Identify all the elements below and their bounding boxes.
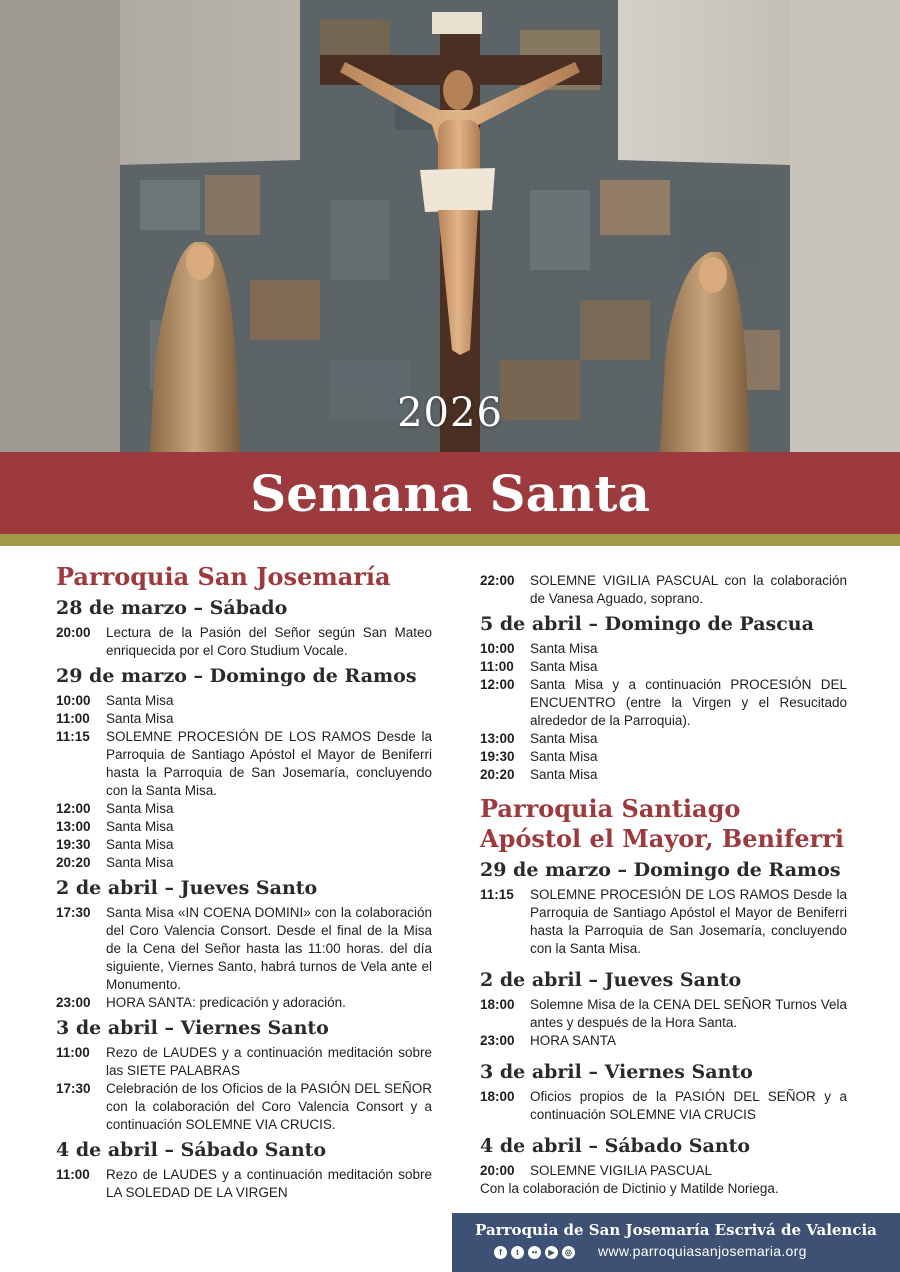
schedule-entry	[56, 994, 432, 1012]
entry-time: 20:20	[56, 855, 91, 870]
schedule-entry	[480, 676, 847, 730]
closing-note: Con la colaboración de Dictinio y Matilde Noriega.	[480, 1181, 779, 1196]
schedule-entry	[56, 728, 432, 800]
schedule-entry	[56, 1166, 432, 1202]
entry-text: SOLEMNE PROCESIÓN DE LOS RAMOS Desde la Parroquia de Santiago Apóstol el Mayor de Beniferri hasta la Parroquia de San Josemaría, concluyendo con la Santa Misa.	[530, 887, 847, 956]
entry-time: 11:00	[56, 1167, 90, 1182]
hero-image	[0, 0, 900, 452]
day-title: 4 de abril – Sábado Santo	[480, 1135, 751, 1157]
entry-text: HORA SANTA	[530, 1033, 617, 1048]
year-label: 2026	[397, 390, 503, 436]
entry-text: Santa Misa	[530, 731, 598, 746]
title-banner	[0, 452, 900, 534]
schedule-entry	[56, 624, 432, 660]
entry-text: Santa Misa	[106, 819, 174, 834]
schedule-entry	[480, 886, 847, 958]
social-icons	[494, 1246, 575, 1259]
schedule-entry	[56, 710, 432, 728]
schedule-entry	[56, 1080, 432, 1134]
footer	[452, 1213, 900, 1272]
entry-text: Rezo de LAUDES y a continuación meditación sobre las SIETE PALABRAS	[106, 1045, 432, 1078]
footer-parish-name: Parroquia de San Josemaría Escrivá de Valencia	[475, 1221, 877, 1239]
entry-text: Santa Misa	[530, 641, 598, 656]
left-column	[56, 562, 432, 1202]
entry-text: Oficios propios de la PASIÓN DEL SEÑOR y a continuación SOLEMNE VIA CRUCIS	[530, 1089, 847, 1122]
schedule-entry	[480, 640, 847, 658]
schedule-entry	[56, 1044, 432, 1080]
schedule-entry	[480, 572, 847, 608]
entry-text: Santa Misa	[106, 855, 174, 870]
entry-time: 22:00	[480, 573, 515, 588]
entry-text: Santa Misa	[106, 693, 174, 708]
entry-time: 17:30	[56, 1081, 91, 1096]
entry-text: Solemne Misa de la CENA DEL SEÑOR Turnos Vela antes y después de la Hora Santa.	[530, 997, 847, 1030]
page-title: Semana Santa	[250, 463, 650, 523]
entry-time: 12:00	[480, 677, 515, 692]
entry-time: 19:30	[56, 837, 91, 852]
entry-time: 11:00	[56, 1045, 90, 1060]
entry-time: 12:00	[56, 801, 91, 816]
schedule-entry	[56, 854, 432, 872]
day-title: 5 de abril – Domingo de Pascua	[480, 613, 814, 635]
entry-text: Rezo de LAUDES y a continuación meditación sobre LA SOLEDAD DE LA VIRGEN	[106, 1167, 432, 1200]
right-column	[480, 572, 847, 1198]
entry-text: Celebración de los Oficios de la PASIÓN DEL SEÑOR con la colaboración del Coro Valencia Consort y a continuación SOLEMNE VIA CRUCIS.	[106, 1081, 432, 1132]
divider-bar	[0, 534, 900, 546]
day-title: 29 de marzo – Domingo de Ramos	[56, 665, 417, 687]
schedule-entry	[480, 748, 847, 766]
entry-text: Lectura de la Pasión del Señor según San Mateo enriquecida por el Coro Studium Vocale.	[106, 625, 432, 658]
entry-text: Santa Misa	[106, 837, 174, 852]
entry-time: 23:00	[480, 1033, 515, 1048]
day-title: 28 de marzo – Sábado	[56, 597, 288, 619]
day-title: 29 de marzo – Domingo de Ramos	[480, 859, 841, 881]
entry-text: SOLEMNE PROCESIÓN DE LOS RAMOS Desde la Parroquia de Santiago Apóstol el Mayor de Beniferri hasta la Parroquia de San Josemaría, concluyendo con la Santa Misa.	[106, 729, 432, 798]
schedule-entry	[56, 836, 432, 854]
entry-time: 13:00	[480, 731, 515, 746]
entry-time: 13:00	[56, 819, 91, 834]
day-title: 2 de abril – Jueves Santo	[56, 877, 318, 899]
entry-text: Santa Misa	[530, 749, 598, 764]
entry-text: SOLEMNE VIGILIA PASCUAL con la colaboración de Vanesa Aguado, soprano.	[530, 573, 847, 606]
schedule-entry	[56, 818, 432, 836]
schedule-entry	[56, 800, 432, 818]
twitter-icon[interactable]: t	[511, 1246, 524, 1259]
flickr-icon[interactable]: ••	[528, 1246, 541, 1259]
entry-time: 17:30	[56, 905, 91, 920]
entry-time: 20:00	[56, 625, 91, 640]
entry-time: 18:00	[480, 997, 515, 1012]
entry-text: Santa Misa	[106, 711, 174, 726]
instagram-icon[interactable]: ◎	[562, 1246, 575, 1259]
day-title: 4 de abril – Sábado Santo	[56, 1139, 327, 1161]
schedule-entry	[480, 1162, 847, 1180]
day-title: 3 de abril – Viernes Santo	[480, 1061, 753, 1083]
entry-text: Santa Misa y a continuación PROCESIÓN DEL ENCUENTRO (entre la Virgen y el Resucitado alrededor de la Parroquia).	[530, 677, 847, 728]
schedule-entry	[480, 996, 847, 1032]
entry-time: 10:00	[56, 693, 91, 708]
schedule-entry	[480, 766, 847, 784]
entry-time: 11:00	[56, 711, 90, 726]
entry-time: 20:00	[480, 1163, 515, 1178]
schedule-entry	[480, 658, 847, 676]
schedule-entry	[480, 1032, 847, 1050]
crucifixion-altar-image	[0, 0, 900, 452]
parish-title-2: Parroquia Santiago Apóstol el Mayor, Beniferri	[480, 794, 845, 853]
facebook-icon[interactable]: f	[494, 1246, 507, 1259]
entry-time: 23:00	[56, 995, 91, 1010]
entry-text: SOLEMNE VIGILIA PASCUAL	[530, 1163, 713, 1178]
schedule-entry	[56, 904, 432, 994]
entry-time: 11:15	[56, 729, 90, 744]
entry-time: 11:00	[480, 659, 514, 674]
entry-text: Santa Misa	[530, 659, 598, 674]
schedule-entry	[480, 1088, 847, 1124]
parish-title: Parroquia San Josemaría	[56, 562, 391, 591]
entry-text: Santa Misa	[530, 767, 598, 782]
entry-text: Santa Misa «IN COENA DOMINI» con la colaboración del Coro Valencia Consort. Desde el final de la Misa de la Cena del Señor hasta las 11:00 horas. del día siguiente, Viernes Santo, habrá turnos de Vela ante el Monumento.	[106, 905, 432, 992]
youtube-icon[interactable]: ▶	[545, 1246, 558, 1259]
entry-time: 10:00	[480, 641, 515, 656]
entry-time: 11:15	[480, 887, 514, 902]
day-title: 3 de abril – Viernes Santo	[56, 1017, 329, 1039]
entry-time: 19:30	[480, 749, 515, 764]
website-link[interactable]: www.parroquiasanjosemaria.org	[598, 1243, 807, 1259]
entry-text: HORA SANTA: predicación y adoración.	[106, 995, 346, 1010]
schedule-entry	[480, 730, 847, 748]
entry-time: 18:00	[480, 1089, 515, 1104]
entry-text: Santa Misa	[106, 801, 174, 816]
entry-time: 20:20	[480, 767, 515, 782]
schedule-entry	[56, 692, 432, 710]
day-title: 2 de abril – Jueves Santo	[480, 969, 742, 991]
